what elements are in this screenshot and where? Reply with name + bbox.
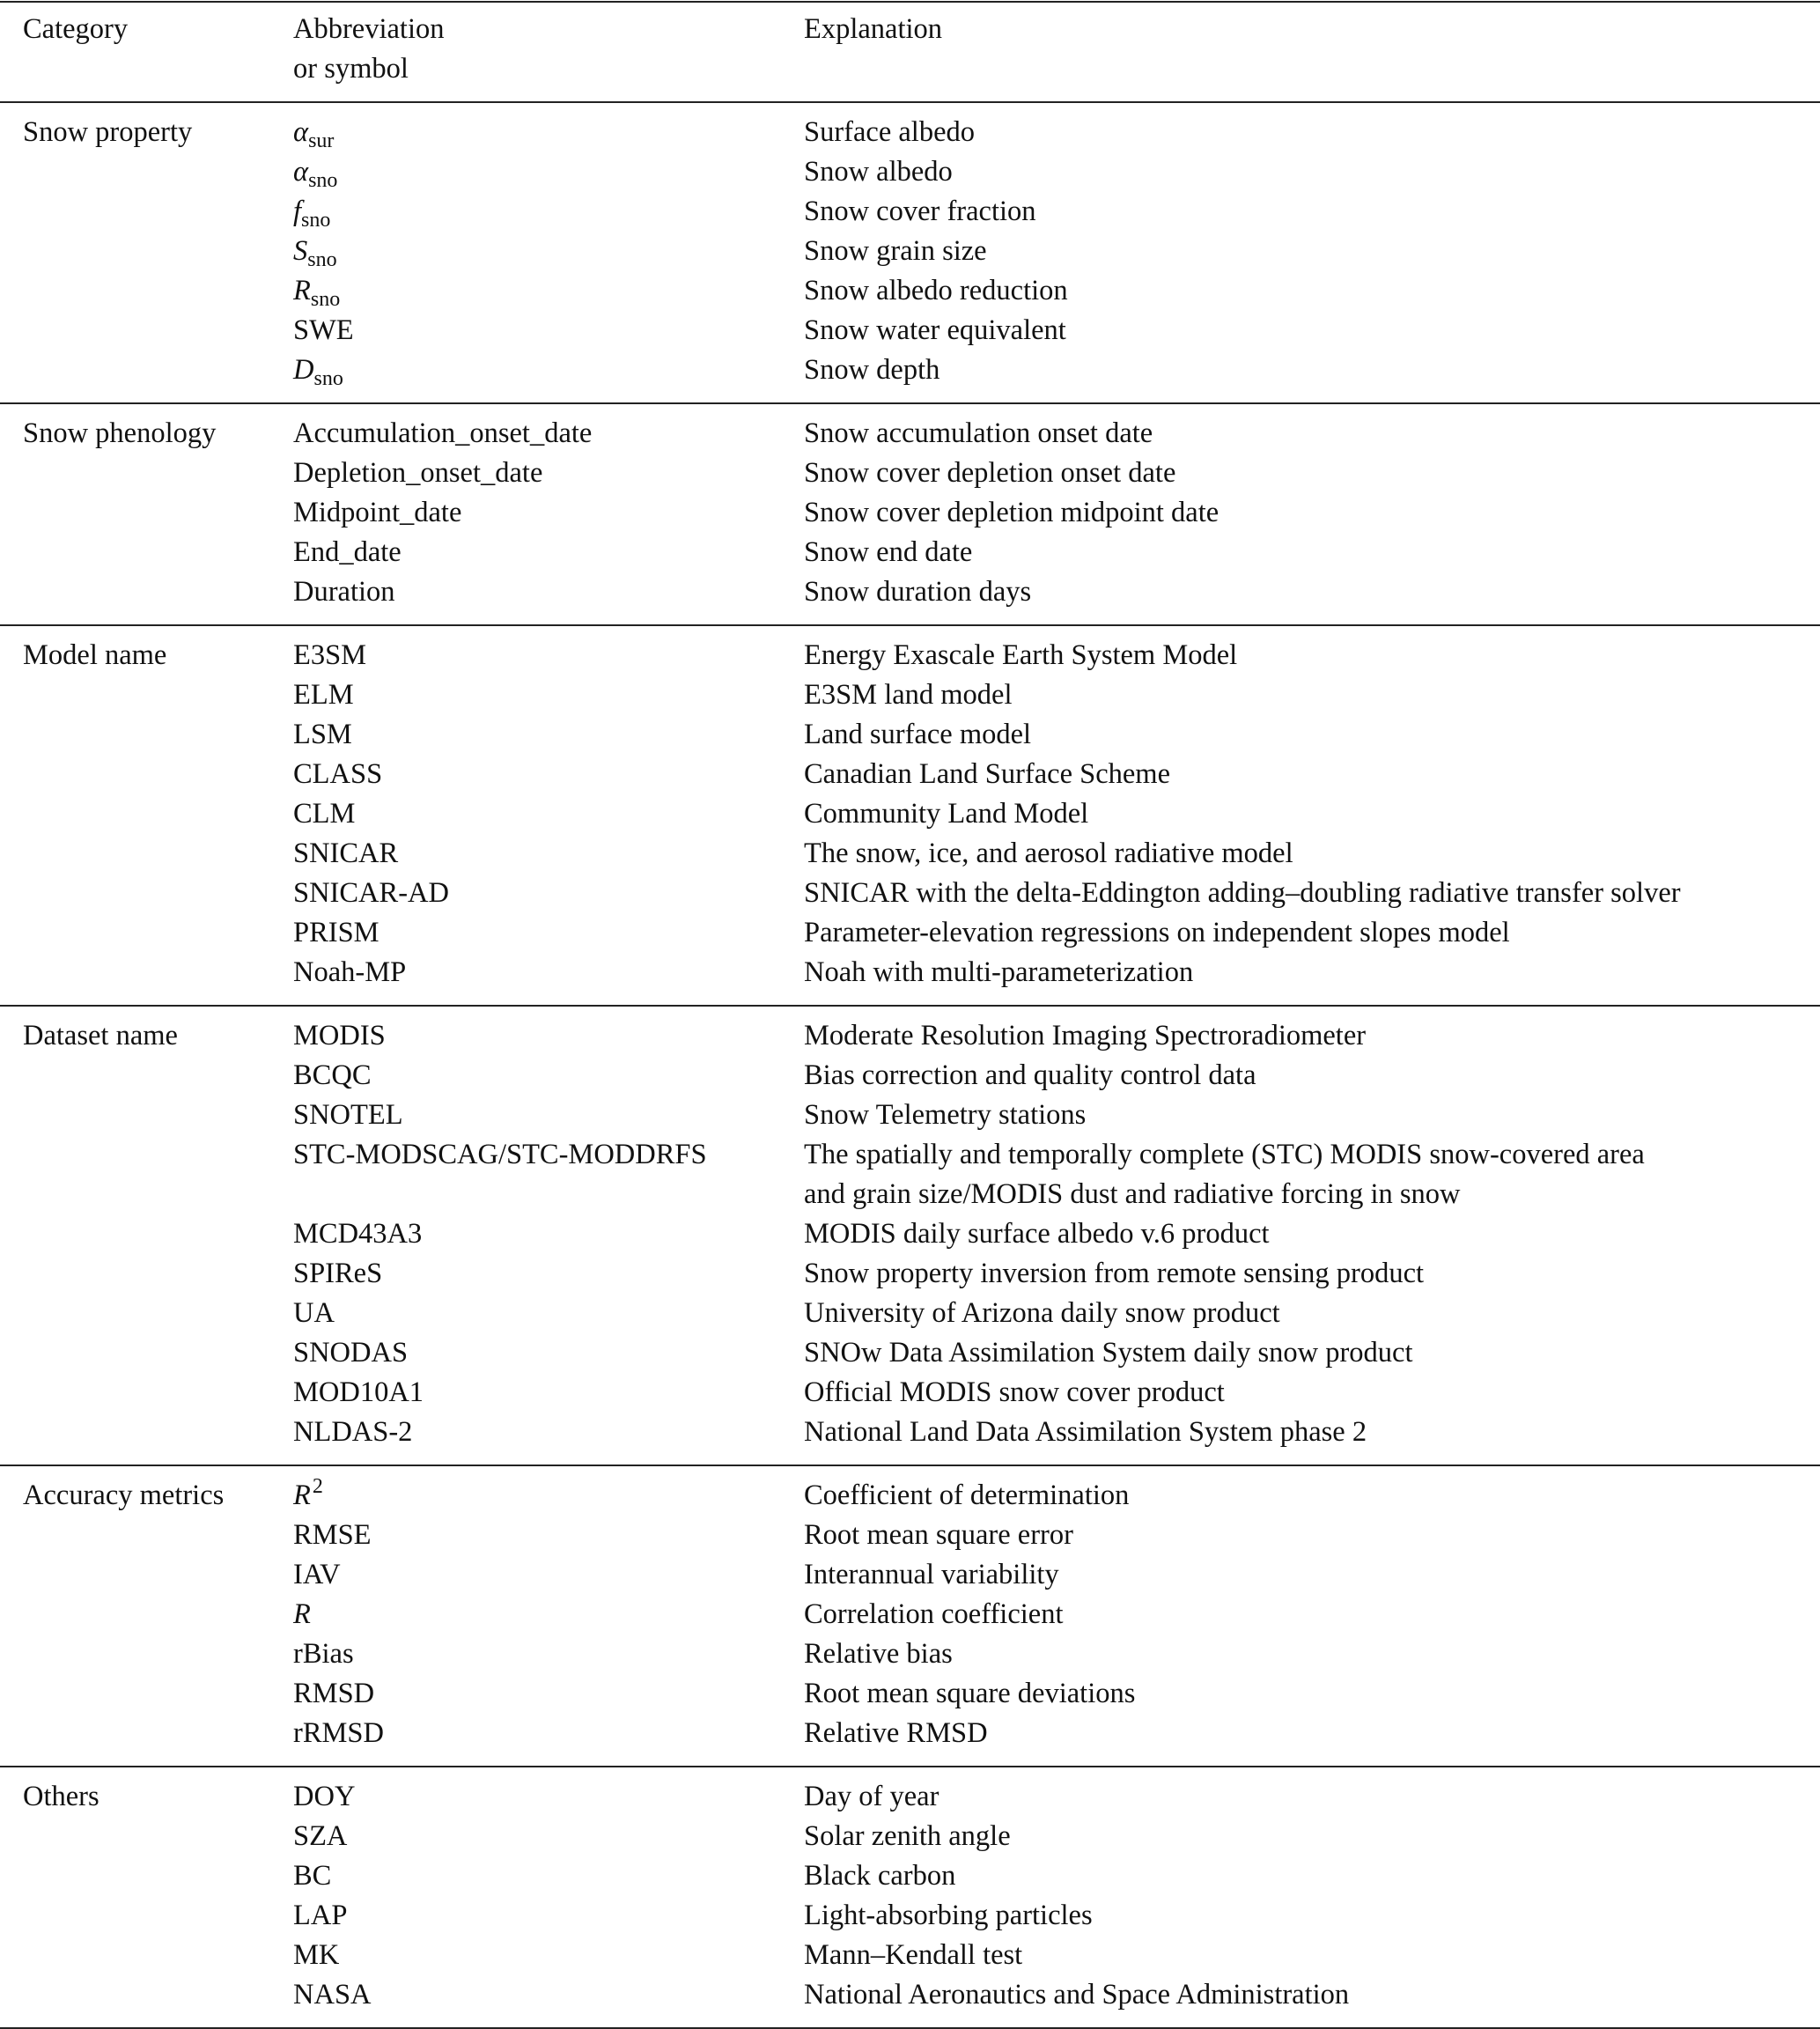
abbreviation-cell: [293, 1516, 372, 1555]
abbreviation-text: rBias: [293, 1638, 354, 1670]
table-section: [0, 1007, 1820, 1465]
table-row: [0, 1674, 1820, 1714]
abbreviation-text: D: [293, 354, 314, 386]
abbreviation-cell: [293, 794, 355, 834]
table-row: [0, 271, 1820, 311]
explanation-text: Parameter-elevation regressions on independent slopes model: [804, 917, 1510, 948]
table-row: [0, 874, 1820, 913]
category-label: Snow phenology: [23, 417, 217, 449]
explanation-text: Snow cover depletion onset date: [804, 457, 1176, 489]
abbreviation-cell: [293, 1936, 339, 1975]
abbreviation-text: RMSE: [293, 1519, 372, 1551]
abbreviation-text: R: [293, 1479, 311, 1511]
explanation-cell: [804, 1056, 1256, 1096]
abbreviation-text: rRMSD: [293, 1717, 384, 1749]
abbreviation-text: SWE: [293, 314, 354, 346]
table-row: [0, 1476, 1820, 1516]
abbreviation-text: UA: [293, 1297, 335, 1329]
abbreviation-cell: [293, 1056, 372, 1096]
abbreviation-text: R: [293, 275, 311, 306]
table-section: [0, 103, 1820, 402]
abbreviation-cell: [293, 152, 337, 195]
abbreviation-cell: [293, 271, 340, 314]
explanation-cell: [804, 874, 1681, 913]
explanation-text: Snow duration days: [804, 576, 1032, 608]
explanation-text: Snow cover fraction: [804, 196, 1036, 227]
explanation-cell: [804, 1634, 953, 1674]
explanation-cell: [804, 794, 1088, 834]
explanation-text: Snow end date: [804, 536, 973, 568]
abbreviation-cell: [293, 675, 354, 715]
explanation-text: E3SM land model: [804, 679, 1013, 711]
abbreviation-text: LAP: [293, 1900, 348, 1931]
explanation-cell: [804, 192, 1036, 232]
table-row: [0, 834, 1820, 874]
abbreviation-text: STC-MODSCAG/STC-MODDRFS: [293, 1139, 707, 1170]
explanation-text: Snow depth: [804, 354, 940, 386]
explanation-text: Official MODIS snow cover product: [804, 1376, 1225, 1408]
table-section: [0, 1767, 1820, 2027]
abbreviation-text: R: [293, 1598, 311, 1630]
explanation-text: Light-absorbing particles: [804, 1900, 1093, 1931]
explanation-text: SNICAR with the delta-Eddington adding–doubling radiative transfer solver: [804, 877, 1681, 909]
table-row: [0, 1016, 1820, 1056]
abbreviation-text: CLASS: [293, 758, 383, 790]
explanation-cell: [804, 1896, 1093, 1936]
explanation-text: Snow water equivalent: [804, 314, 1066, 346]
abbreviation-cell: [293, 1135, 707, 1175]
abbreviation-cell: [293, 311, 354, 350]
explanation-text: Snow albedo reduction: [804, 275, 1068, 306]
table-row: [0, 1975, 1820, 2015]
explanation-cell: [804, 1555, 1059, 1595]
symbol-subscript: sur: [308, 129, 335, 152]
table-row: [0, 1294, 1820, 1333]
explanation-text: National Land Data Assimilation System phase 2: [804, 1416, 1367, 1448]
table-row: [0, 1856, 1820, 1896]
table-row: [0, 414, 1820, 454]
explanation-text: MODIS daily surface albedo v.6 product: [804, 1218, 1270, 1250]
abbreviation-cell: [293, 1817, 347, 1856]
explanation-text: Root mean square error: [804, 1519, 1073, 1551]
header-abbreviation: [293, 10, 444, 89]
explanation-text: Day of year: [804, 1781, 939, 1812]
abbreviation-cell: [293, 533, 402, 572]
table-row: [0, 192, 1820, 232]
explanation-cell: [804, 1214, 1270, 1254]
explanation-cell: [804, 152, 953, 192]
explanation-cell: [804, 953, 1193, 992]
explanation-cell: [804, 232, 987, 271]
explanation-cell: [804, 1516, 1073, 1555]
abbreviation-cell: [293, 1016, 386, 1056]
abbreviation-text: BCQC: [293, 1059, 372, 1091]
explanation-text: Snow accumulation onset date: [804, 417, 1153, 449]
abbreviation-cell: [293, 953, 406, 992]
explanation-text: Snow Telemetry stations: [804, 1099, 1087, 1131]
explanation-cell: [804, 1595, 1063, 1634]
table-section: [0, 1466, 1820, 1766]
abbreviation-cell: [293, 1595, 311, 1634]
abbreviation-cell: [293, 636, 366, 675]
explanation-text: University of Arizona daily snow product: [804, 1297, 1280, 1329]
abbreviation-text: NLDAS-2: [293, 1416, 413, 1448]
abbreviation-cell: [293, 350, 343, 393]
table-row: [0, 1516, 1820, 1555]
abbreviation-text: Depletion_onset_date: [293, 457, 543, 489]
explanation-text: Black carbon: [804, 1860, 956, 1892]
abbreviation-text: Midpoint_date: [293, 497, 462, 528]
abbreviation-text: MODIS: [293, 1020, 386, 1051]
explanation-text: The spatially and temporally complete (STC) MODIS snow-covered area: [804, 1139, 1645, 1170]
explanation-text: SNOw Data Assimilation System daily snow product: [804, 1337, 1413, 1369]
abbreviation-cell: [293, 113, 334, 155]
explanation-cell: [804, 113, 975, 152]
explanation-text: Energy Exascale Earth System Model: [804, 639, 1238, 671]
explanation-text: Root mean square deviations: [804, 1678, 1136, 1709]
abbreviation-text: SNOTEL: [293, 1099, 403, 1131]
explanation-cell: [804, 1254, 1424, 1294]
table-row: [0, 572, 1820, 612]
table-row: [0, 1254, 1820, 1294]
explanation-cell: [804, 715, 1031, 755]
explanation-text: Solar zenith angle: [804, 1820, 1011, 1852]
abbreviation-cell: [293, 493, 461, 533]
symbol-subscript: sno: [307, 248, 337, 271]
explanation-cell: [804, 1373, 1225, 1413]
abbreviation-text: MK: [293, 1939, 340, 1971]
abbreviation-cell: [293, 1975, 372, 2015]
table-row: [0, 1777, 1820, 1817]
explanation-text: Land surface model: [804, 719, 1032, 750]
table-row: [0, 152, 1820, 192]
explanation-cell: [804, 1714, 988, 1753]
category-label: Dataset name: [23, 1020, 178, 1051]
explanation-text: Surface albedo: [804, 116, 976, 148]
table-row: [0, 913, 1820, 953]
abbreviation-cell: [293, 414, 592, 454]
symbol-superscript: 2: [312, 1475, 323, 1498]
explanation-cell: [804, 913, 1510, 953]
explanation-cell: [804, 533, 972, 572]
table-row: [0, 454, 1820, 493]
abbreviation-cell: [293, 1634, 354, 1674]
table-row: [0, 1595, 1820, 1634]
abbreviation-cell: [293, 1373, 424, 1413]
abbreviation-text: SNODAS: [293, 1337, 409, 1369]
explanation-cell: [804, 350, 939, 390]
explanation-text: Coefficient of determination: [804, 1479, 1130, 1511]
symbol-subscript: sno: [310, 288, 341, 311]
abbreviation-cell: [293, 834, 398, 874]
explanation-text: Relative RMSD: [804, 1717, 988, 1749]
explanation-cell: [804, 1333, 1413, 1373]
abbreviation-text: IAV: [293, 1559, 341, 1590]
table-row: [0, 1413, 1820, 1452]
abbreviation-text: CLM: [293, 798, 356, 830]
abbreviation-text: Duration: [293, 576, 395, 608]
abbreviation-text: E3SM: [293, 639, 367, 671]
explanation-cell: [804, 1817, 1011, 1856]
explanation-cell: [804, 1856, 955, 1896]
abbreviation-cell: [293, 1777, 355, 1817]
explanation-text: Relative bias: [804, 1638, 953, 1670]
symbol-subscript: sno: [308, 169, 338, 192]
table-row: [0, 1634, 1820, 1674]
explanation-text: Noah with multi-parameterization: [804, 956, 1194, 988]
abbreviation-text: α: [293, 156, 309, 188]
explanation-cell: [804, 1476, 1129, 1516]
symbol-subscript: sno: [313, 367, 343, 390]
abbreviation-text: f: [293, 196, 302, 227]
table-row: [0, 636, 1820, 675]
header-category: Category: [23, 13, 129, 45]
table-row: [0, 1714, 1820, 1753]
table-row: [0, 1896, 1820, 1936]
explanation-cell: [804, 1135, 1645, 1214]
abbreviation-text: Accumulation_onset_date: [293, 417, 593, 449]
table-row: [0, 1936, 1820, 1975]
explanation-text: Interannual variability: [804, 1559, 1059, 1590]
abbreviation-text: S: [293, 235, 308, 267]
table-row: [0, 1135, 1820, 1214]
explanation-text: Snow property inversion from remote sensing product: [804, 1258, 1425, 1289]
table-header: [0, 3, 1820, 101]
table-row: [0, 1333, 1820, 1373]
explanation-cell: [804, 414, 1153, 454]
explanation-text: Canadian Land Surface Scheme: [804, 758, 1171, 790]
abbreviation-cell: [293, 715, 352, 755]
symbol-subscript: sno: [301, 209, 331, 232]
explanation-cell: [804, 1777, 939, 1817]
category-label: Model name: [23, 639, 167, 671]
explanation-text: Mann–Kendall test: [804, 1939, 1023, 1971]
explanation-cell: [804, 454, 1175, 493]
table-row: [0, 1056, 1820, 1096]
abbreviation-cell: [293, 1294, 335, 1333]
abbreviation-cell: [293, 1674, 374, 1714]
table-row: [0, 350, 1820, 390]
table-row: [0, 1096, 1820, 1135]
table-row: [0, 493, 1820, 533]
category-label: Snow property: [23, 116, 193, 148]
explanation-text: Correlation coefficient: [804, 1598, 1064, 1630]
abbreviation-cell: [293, 572, 395, 612]
abbreviation-cell: [293, 1896, 347, 1936]
abbreviation-text: PRISM: [293, 917, 379, 948]
abbreviation-cell: [293, 1214, 422, 1254]
table-row: [0, 953, 1820, 992]
category-label: Accuracy metrics: [23, 1479, 225, 1511]
explanation-text: The snow, ice, and aerosol radiative model: [804, 837, 1293, 869]
abbreviation-cell: [293, 913, 379, 953]
abbreviation-text: MOD10A1: [293, 1376, 424, 1408]
abbreviation-cell: [293, 1096, 403, 1135]
table-row: [0, 675, 1820, 715]
abbreviation-cell: [293, 1476, 323, 1518]
explanation-text: and grain size/MODIS dust and radiative forcing in snow: [804, 1178, 1461, 1210]
explanation-cell: [804, 1975, 1349, 2015]
abbreviation-cell: [293, 454, 542, 493]
table-row: [0, 1817, 1820, 1856]
abbreviation-text: SZA: [293, 1820, 348, 1852]
abbreviation-table: [0, 1, 1820, 2029]
abbreviation-text: SNICAR-AD: [293, 877, 449, 909]
explanation-cell: [804, 1674, 1135, 1714]
table-section: [0, 404, 1820, 624]
explanation-text: National Aeronautics and Space Administration: [804, 1979, 1350, 2011]
explanation-cell: [804, 311, 1066, 350]
table-body: [0, 103, 1820, 2029]
header-abbreviation-line1: Abbreviation: [293, 13, 445, 45]
explanation-cell: [804, 1016, 1366, 1056]
table-row: [0, 1214, 1820, 1254]
abbreviation-cell: [293, 1254, 382, 1294]
table-row: [0, 794, 1820, 834]
abbreviation-text: MCD43A3: [293, 1218, 423, 1250]
explanation-text: Moderate Resolution Imaging Spectroradiometer: [804, 1020, 1367, 1051]
explanation-cell: [804, 834, 1293, 874]
explanation-cell: [804, 636, 1237, 675]
explanation-cell: [804, 1413, 1367, 1452]
explanation-text: Snow albedo: [804, 156, 953, 188]
explanation-text: Bias correction and quality control data: [804, 1059, 1256, 1091]
table-row: [0, 1373, 1820, 1413]
explanation-cell: [804, 1294, 1280, 1333]
explanation-cell: [804, 493, 1219, 533]
abbreviation-cell: [293, 1555, 341, 1595]
explanation-cell: [804, 675, 1013, 715]
explanation-cell: [804, 572, 1031, 612]
explanation-cell: [804, 271, 1068, 311]
abbreviation-text: BC: [293, 1860, 332, 1892]
abbreviation-cell: [293, 1413, 412, 1452]
explanation-cell: [804, 1096, 1086, 1135]
table-row: [0, 232, 1820, 271]
table-section: [0, 626, 1820, 1005]
abbreviation-text: RMSD: [293, 1678, 375, 1709]
abbreviation-cell: [293, 874, 449, 913]
table-row: [0, 533, 1820, 572]
abbreviation-text: End_date: [293, 536, 402, 568]
abbreviation-text: Noah-MP: [293, 956, 407, 988]
table-row: [0, 715, 1820, 755]
explanation-text: Snow cover depletion midpoint date: [804, 497, 1219, 528]
abbreviation-text: SPIReS: [293, 1258, 383, 1289]
explanation-text: Community Land Model: [804, 798, 1089, 830]
abbreviation-text: LSM: [293, 719, 352, 750]
abbreviation-cell: [293, 232, 337, 274]
abbreviation-cell: [293, 755, 382, 794]
explanation-cell: [804, 1936, 1022, 1975]
explanation-text: Snow grain size: [804, 235, 987, 267]
header-explanation: Explanation: [804, 13, 943, 45]
table-row: [0, 113, 1820, 152]
category-label: Others: [23, 1781, 99, 1812]
table-row: [0, 1555, 1820, 1595]
abbreviation-text: DOY: [293, 1781, 356, 1812]
table-row: [0, 311, 1820, 350]
abbreviation-cell: [293, 1714, 384, 1753]
abbreviation-text: NASA: [293, 1979, 372, 2011]
abbreviation-text: ELM: [293, 679, 354, 711]
abbreviation-cell: [293, 1856, 331, 1896]
abbreviation-text: α: [293, 116, 309, 148]
explanation-cell: [804, 755, 1170, 794]
header-abbreviation-line2: or symbol: [293, 53, 409, 85]
abbreviation-cell: [293, 1333, 408, 1373]
abbreviation-text: SNICAR: [293, 837, 399, 869]
table-row: [0, 755, 1820, 794]
abbreviation-cell: [293, 192, 330, 234]
